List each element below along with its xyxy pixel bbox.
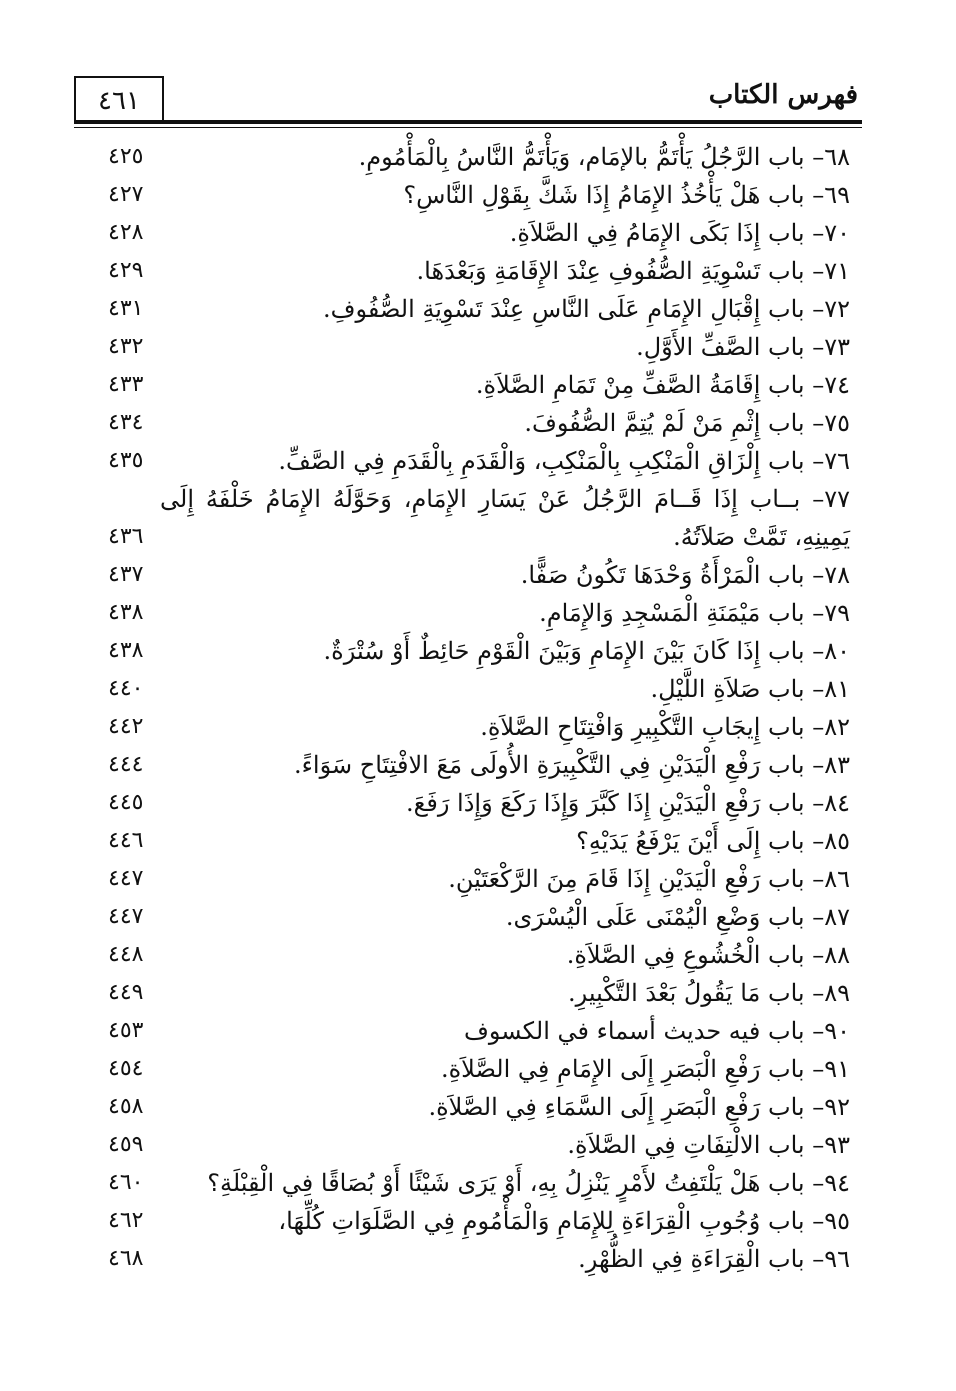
entry-title: ٧٤– باب إِقَامَةُ الصَّفِّ مِنْ تَمَامِ الصَّلاَةِ. [475, 371, 850, 399]
entry-page-number: ٤٣٤ [108, 410, 144, 435]
toc-entry [108, 746, 850, 784]
entry-page-number: ٤٢٨ [108, 220, 144, 245]
toc-entry [108, 1240, 850, 1278]
entry-page-number: ٤٦٨ [108, 1246, 144, 1271]
entry-title: ٧٥– باب إِثْمِ مَنْ لَمْ يُتِمَّ الصُّفُوفَ. [524, 409, 850, 437]
entry-page-number: ٤٣٣ [108, 372, 144, 397]
toc-entry [108, 632, 850, 670]
entry-title: ٩١– باب رَفْعِ الْبَصَرِ إِلَى الإِمَامِ فِي الصَّلاَةِ. [440, 1055, 850, 1083]
entry-page-number: ٤٣٢ [108, 334, 144, 359]
entry-page-number: ٤٣٨ [108, 600, 144, 625]
toc-entry [108, 974, 850, 1012]
page-number: ٤٦١ [74, 76, 164, 124]
entry-page-number: ٤٤٥ [108, 790, 144, 815]
entry-page-number: ٤٤٦ [108, 828, 144, 853]
toc-entry [108, 214, 850, 252]
entry-page-number: ٤٥٣ [108, 1018, 144, 1043]
entry-title: ٩٦– باب الْقِرَاءَةِ فِي الظُّهْرِ. [578, 1245, 850, 1273]
entry-page-number: ٤٣٥ [108, 448, 144, 473]
entry-title: ٧٢– باب إِقْبَالِ الإِمَامِ عَلَى النَّاسِ عِنْدَ تَسْوِيَةِ الصُّفُوفِ. [322, 295, 850, 323]
table-of-contents [108, 138, 850, 1278]
entry-title: ٨٤– باب رَفْعِ الْيَدَيْنِ إِذَا كَبَّرَ وَإِذَا رَكَعَ وَإِذَا رَفَعَ. [405, 789, 850, 817]
entry-title: ٧٧– بــاب إِذَا قَــامَ الرَّجُلُ عَنْ يَسَارِ الإِمَامِ، وَحَوَّلَهُ الإِمَامُ خَلْفَهُ إِلَى يَمِينِهِ، تَمَّتْ صَلاَتُهُ. [160, 485, 850, 551]
toc-entry [108, 556, 850, 594]
entry-title: ٩٣– باب الالْتِفَاتِ فِي الصَّلاَةِ. [567, 1131, 850, 1159]
entry-page-number: ٤٦٠ [108, 1170, 144, 1195]
entry-title: ٧٣– باب الصَّفِّ الأَوَّلِ. [636, 333, 850, 361]
toc-entry [108, 404, 850, 442]
entry-page-number: ٤٤٨ [108, 942, 144, 967]
entry-title: ٨٥– باب إِلَى أَيْنَ يَرْفَعُ يَدَيْهِ؟ [576, 827, 850, 855]
entry-page-number: ٤٥٨ [108, 1094, 144, 1119]
entry-page-number: ٤٢٩ [108, 258, 144, 283]
entry-title: ٦٨– باب الرَّجُلُ يَأْتَمُّ بالإمَام، وَيَأْتَمُّ النَّاسُ بِالْمَأْمُومِ. [358, 143, 850, 171]
entry-page-number: ٤٥٤ [108, 1056, 144, 1081]
entry-page-number: ٤٢٧ [108, 182, 144, 207]
toc-entry [108, 822, 850, 860]
toc-entry [108, 1050, 850, 1088]
entry-title: ٧٨– باب الْمَرْأَةُ وَحْدَهَا تَكُونُ صَفًّا. [520, 561, 850, 589]
toc-entry [108, 480, 850, 556]
entry-page-number: ٤٣٧ [108, 562, 144, 587]
entry-title: ٨٢– باب إِيجَابِ التَّكْبِيرِ وَافْتِتَاحِ الصَّلاَةِ. [480, 713, 850, 741]
entry-page-number: ٤٤٤ [108, 752, 144, 777]
entry-page-number: ٤٥٩ [108, 1132, 144, 1157]
entry-title: ٩٤– باب هَلْ يَلْتَفِتُ لأَمْرٍ يَنْزِلُ بِهِ، أَوْ يَرَى شَيْئًا أَوْ بُصَاقًا فِي الْقِبْلَةِ؟ [207, 1169, 850, 1197]
entry-page-number: ٤٣١ [108, 296, 144, 321]
entry-title: ٩٥– باب وُجُوبِ الْقِرَاءَةِ لِلإِمَامِ وَالْمَأْمُومِ فِي الصَّلَوَاتِ كُلِّهَا، [278, 1207, 850, 1235]
toc-entry [108, 176, 850, 214]
toc-entry [108, 860, 850, 898]
toc-entry [108, 1202, 850, 1240]
toc-entry [108, 1164, 850, 1202]
toc-entry [108, 898, 850, 936]
page-title: فهرس الكتاب [708, 80, 858, 110]
entry-title: ٨٦– باب رَفْعِ الْيَدَيْنِ إِذَا قَامَ مِنَ الرَّكْعَتَيْنِ. [448, 865, 850, 893]
entry-title: ٨٠– باب إِذَا كَانَ بَيْنَ الإِمَامِ وَبَيْنَ الْقَوْمِ حَائِطٌ أَوْ سُتْرَةٌ. [323, 637, 850, 665]
toc-entry [108, 936, 850, 974]
header-rule-thin [74, 127, 862, 128]
toc-entry [108, 290, 850, 328]
entry-page-number: ٤٤٧ [108, 866, 144, 891]
header-rule-thick [74, 120, 862, 124]
entry-title: ٧١– باب تَسْوِيَةِ الصُّفُوفِ عِنْدَ الإِقَامَةِ وَبَعْدَهَا. [416, 257, 850, 285]
toc-entry [108, 708, 850, 746]
entry-title: ٧٩– باب مَيْمَنَةِ الْمَسْجِدِ وَالإِمَامِ. [539, 599, 850, 627]
toc-entry [108, 1126, 850, 1164]
entry-title: ٦٩– باب هَلْ يَأْخُذُ الإِمَامُ إِذَا شَكَّ بِقَوْلِ النَّاسِ؟ [403, 181, 850, 209]
toc-entry [108, 442, 850, 480]
toc-entry [108, 328, 850, 366]
entry-page-number: ٤٣٦ [108, 524, 144, 549]
toc-entry [108, 670, 850, 708]
toc-entry [108, 594, 850, 632]
entry-title: ٨٣– باب رَفْعِ الْيَدَيْنِ فِي التَّكْبِيرَةِ الأُولَى مَعَ الافْتِتَاحِ سَوَاءً. [294, 751, 850, 779]
entry-title: ٨١– باب صَلاَةِ اللَّيْلِ. [650, 675, 850, 703]
entry-title: ٧٦– باب إِلْزَاقِ الْمَنْكِبِ بِالْمَنْكِبِ، وَالْقَدَمِ بِالْقَدَمِ فِي الصَّفِّ. [278, 447, 850, 475]
entry-title: ٩٢– باب رَفْعِ الْبَصَرِ إِلَى السَّمَاءِ فِي الصَّلاَةِ. [428, 1093, 850, 1121]
entry-page-number: ٤٤٧ [108, 904, 144, 929]
toc-entry [108, 784, 850, 822]
entry-title: ٩٠– باب فيه حديث أسماء في الكسوف [463, 1017, 850, 1045]
toc-entry [108, 1088, 850, 1126]
entry-page-number: ٤٢٥ [108, 144, 144, 169]
entry-title: ٨٩– باب مَا يَقُولُ بَعْدَ التَّكْبِيرِ. [567, 979, 850, 1007]
entry-page-number: ٤٤٩ [108, 980, 144, 1005]
entry-title: ٧٠– باب إِذَا بَكَى الإِمَامُ فِي الصَّلاَةِ. [509, 219, 850, 247]
toc-entry [108, 1012, 850, 1050]
toc-entry [108, 366, 850, 404]
entry-page-number: ٤٣٨ [108, 638, 144, 663]
entry-title: ٨٧– باب وَضْعِ الْيُمْنَى عَلَى الْيُسْرَى. [505, 903, 850, 931]
entry-title: ٨٨– باب الْخُشُوعِ فِي الصَّلاَةِ. [566, 941, 850, 969]
page-header [74, 62, 862, 124]
entry-page-number: ٤٤٢ [108, 714, 144, 739]
toc-entry [108, 252, 850, 290]
entry-page-number: ٤٦٢ [108, 1208, 144, 1233]
entry-page-number: ٤٤٠ [108, 676, 144, 701]
toc-entry [108, 138, 850, 176]
